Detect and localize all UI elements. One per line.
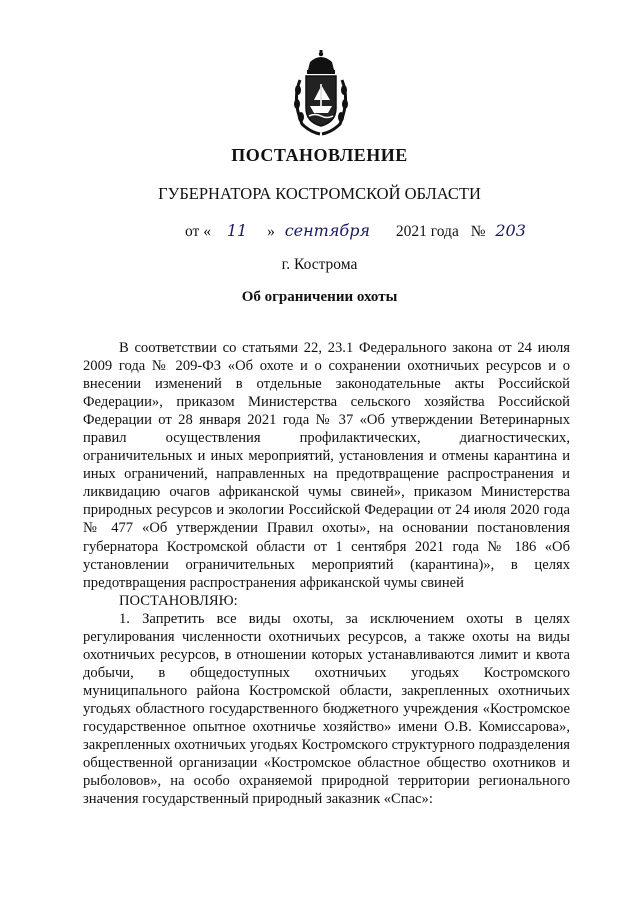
date-year: 2021 года: [395, 223, 459, 240]
number-label: №: [470, 223, 486, 240]
date-month: сентября: [284, 221, 371, 240]
date-prefix: от «: [185, 223, 211, 240]
city-line: г. Кострома: [281, 256, 358, 273]
clause-paragraph: 1. Запретить все виды охоты, за исключением охоты в целях регулирования численности охотничьих ресурсов, а также охоты на виды охотничьих ресурсов, в отношении которых устанавливаются лимит и квота добычи, в общедоступных охотничьих угодьях Костромского муниципального района Костромской области, закрепленных охотничьих угодьях областного государственного бюджетного учреждения «Костромское государственное опытное охотничье хозяйство» имени О.В. Комиссарова», закрепленных охотничьих угодьях Костромского структурного подразделения общественной организации «Костромское областное общество охотников и рыболовов», на особо охраняемой природной территории регионального значения государственный природный заказник «Спас»:: [83, 610, 570, 808]
document-body: [83, 339, 570, 808]
kostroma-coat-of-arms-icon: [290, 50, 352, 136]
date-line: [185, 221, 526, 241]
date-day: 11: [226, 221, 248, 240]
document-heading: Об ограничении охоты: [241, 289, 398, 305]
document-subtitle: ГУБЕРНАТОРА КОСТРОМСКОЙ ОБЛАСТИ: [158, 184, 481, 203]
preamble-paragraph: В соответствии со статьями 22, 23.1 Федерального закона от 24 июля 2009 года № 209-ФЗ «Об охоте и о сохранении охотничьих ресурсов и о внесении изменений в отдельные законодательные акты Российской Федерации», приказом Министерства сельского хозяйства Российской Федерации от 28 января 2021 года № 37 «Об утверждении Ветеринарных правил осуществления профилактических, диагностических, ограничительных и иных мероприятий, установления и отмены карантина и иных ограничений, направленных на предотвращение распространения и ликвидацию очагов африканской чумы свиней», приказом Министерства природных ресурсов и экологии Российской Федерации от 24 июля 2020 года № 477 «Об утверждении Правил охоты», на основании постановления губернатора Костромской области от 1 сентября 2021 года № 186 «Об установлении ограничительных мероприятий (карантина)», в целях предотвращения распространения африканской чумы свиней: [83, 340, 570, 591]
date-mid: »: [267, 223, 275, 240]
document-title: ПОСТАНОВЛЕНИЕ: [231, 145, 408, 165]
decree-word: ПОСТАНОВЛЯЮ:: [119, 592, 238, 609]
document-number: 203: [495, 221, 526, 240]
